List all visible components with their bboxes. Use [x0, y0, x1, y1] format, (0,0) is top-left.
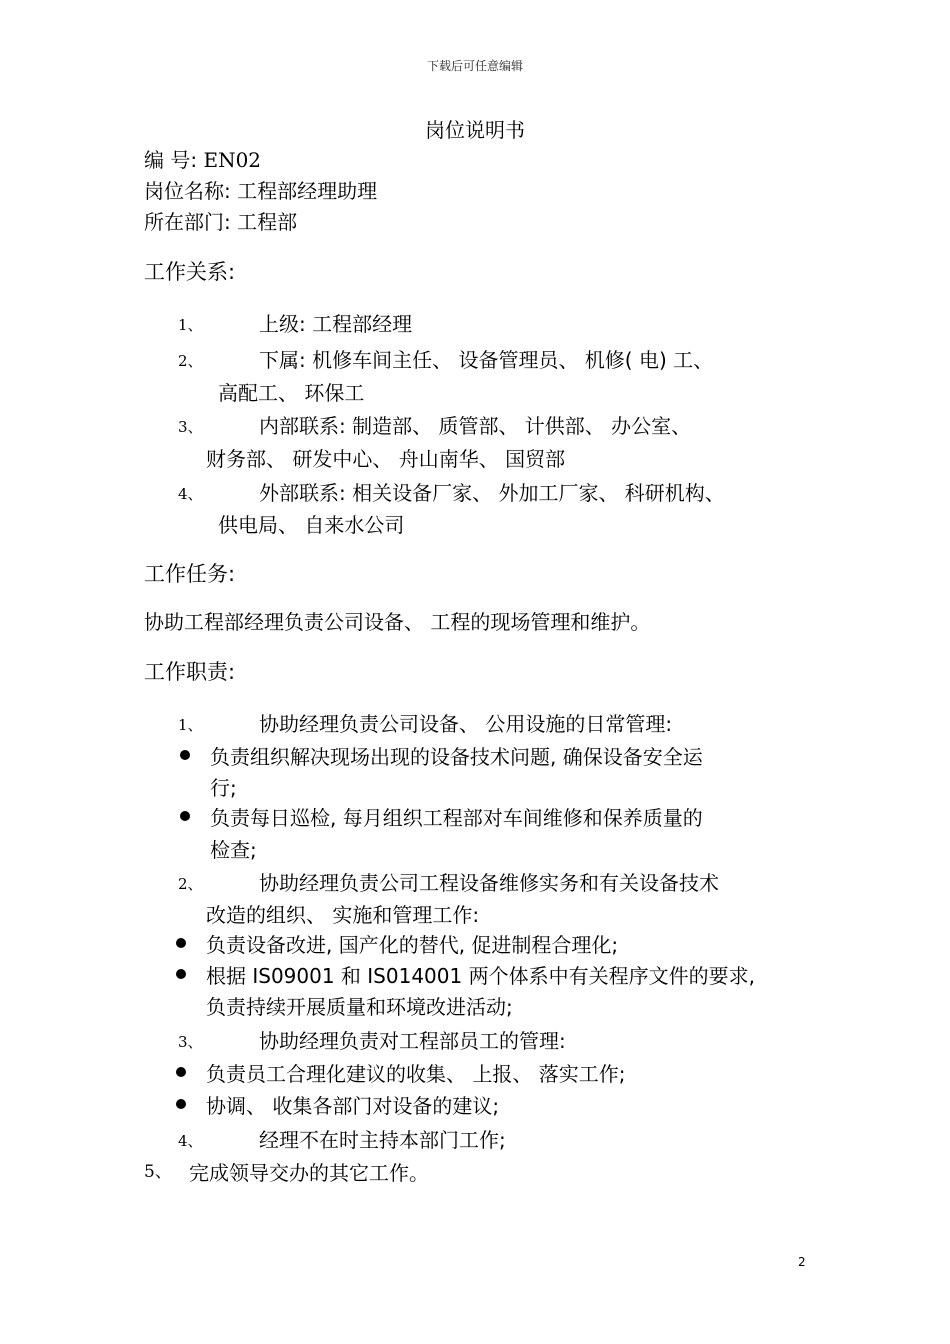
task-text: 协助工程部经理负责公司设备、 工程的现场管理和维护。 [144, 610, 651, 634]
duties-heading: 工作职责: [144, 660, 236, 684]
duty-3: 协助经理负责对工程部员工的管理: [259, 1029, 566, 1053]
duty-3-bullet-1: 负责员工合理化建议的收集、 上报、 落实工作; [206, 1062, 626, 1086]
meta-value: 工程部经理助理 [237, 179, 378, 203]
list-number: 2、 [178, 352, 203, 370]
list-number: 5、 [144, 1162, 172, 1182]
duty-5: 完成领导交办的其它工作。 [189, 1161, 429, 1185]
duty-1-bullet-2-cont: 检查; [210, 838, 257, 862]
bullet-dot [176, 969, 186, 979]
relation-superior: 上级: 工程部经理 [259, 312, 413, 336]
relation-subordinates-cont: 高配工、 环保工 [218, 381, 365, 405]
duty-1-bullet-2: 负责每日巡检, 每月组织工程部对车间维修和保养质量的 [210, 806, 703, 830]
meta-label: 所在部门 [144, 210, 224, 234]
duty-3-bullet-2: 协调、 收集各部门对设备的建议; [206, 1094, 500, 1118]
list-number: 4、 [178, 1132, 203, 1150]
bullet-dot [176, 938, 186, 948]
meta-label: 岗位名称 [144, 179, 224, 203]
meta-value: EN02 [203, 148, 262, 172]
duty-2-bullet-2-cont: 负责持续开展质量和环境改进活动; [206, 995, 513, 1019]
page-number: 2 [798, 1255, 806, 1269]
relation-subordinates: 下属: 机修车间主任、 设备管理员、 机修( 电) 工、 [259, 348, 714, 372]
list-number: 3、 [178, 418, 203, 436]
relation-external: 外部联系: 相关设备厂家、 外加工厂家、 科研机构、 [259, 481, 725, 505]
bullet-dot [176, 1099, 186, 1109]
bullet-dot [180, 811, 190, 821]
list-number: 3、 [178, 1033, 203, 1051]
page-title: 岗位说明书 [425, 118, 525, 142]
duty-2-cont: 改造的组织、 实施和管理工作: [206, 903, 480, 927]
meta-label: 编 号 [144, 148, 191, 172]
bullet-dot [176, 1067, 186, 1077]
duty-1: 协助经理负责公司设备、 公用设施的日常管理: [259, 712, 673, 736]
list-number: 2、 [178, 875, 203, 893]
duty-1-bullet-1-cont: 行; [210, 776, 237, 800]
relation-external-cont: 供电局、 自来水公司 [218, 513, 405, 537]
task-heading: 工作任务: [144, 562, 236, 586]
bullet-dot [180, 750, 190, 760]
relation-internal-cont: 财务部、 研发中心、 舟山南华、 国贸部 [206, 447, 566, 471]
relation-internal: 内部联系: 制造部、 质管部、 计供部、 办公室、 [259, 414, 692, 438]
duty-2: 协助经理负责公司工程设备维修实务和有关设备技术 [259, 871, 719, 895]
meta-position: 岗位名称: 工程部经理助理 [144, 175, 377, 204]
duty-4: 经理不在时主持本部门工作; [259, 1128, 506, 1152]
duty-2-bullet-1: 负责设备改进, 国产化的替代, 促进制程合理化; [206, 933, 619, 957]
list-number: 1、 [178, 716, 203, 734]
page-header: 下载后可任意编辑 [426, 59, 523, 73]
duty-1-bullet-1: 负责组织解决现场出现的设备技术问题, 确保设备安全运 [210, 745, 703, 769]
relations-heading: 工作关系: [144, 260, 236, 284]
list-number: 4、 [178, 485, 203, 503]
duty-2-bullet-2: 根据 IS09001 和 IS014001 两个体系中有关程序文件的要求, [206, 964, 755, 988]
list-number: 1、 [178, 316, 203, 334]
meta-id: 编 号: EN02 [144, 144, 261, 173]
meta-department: 所在部门: 工程部 [144, 206, 297, 235]
meta-value: 工程部 [237, 210, 298, 234]
